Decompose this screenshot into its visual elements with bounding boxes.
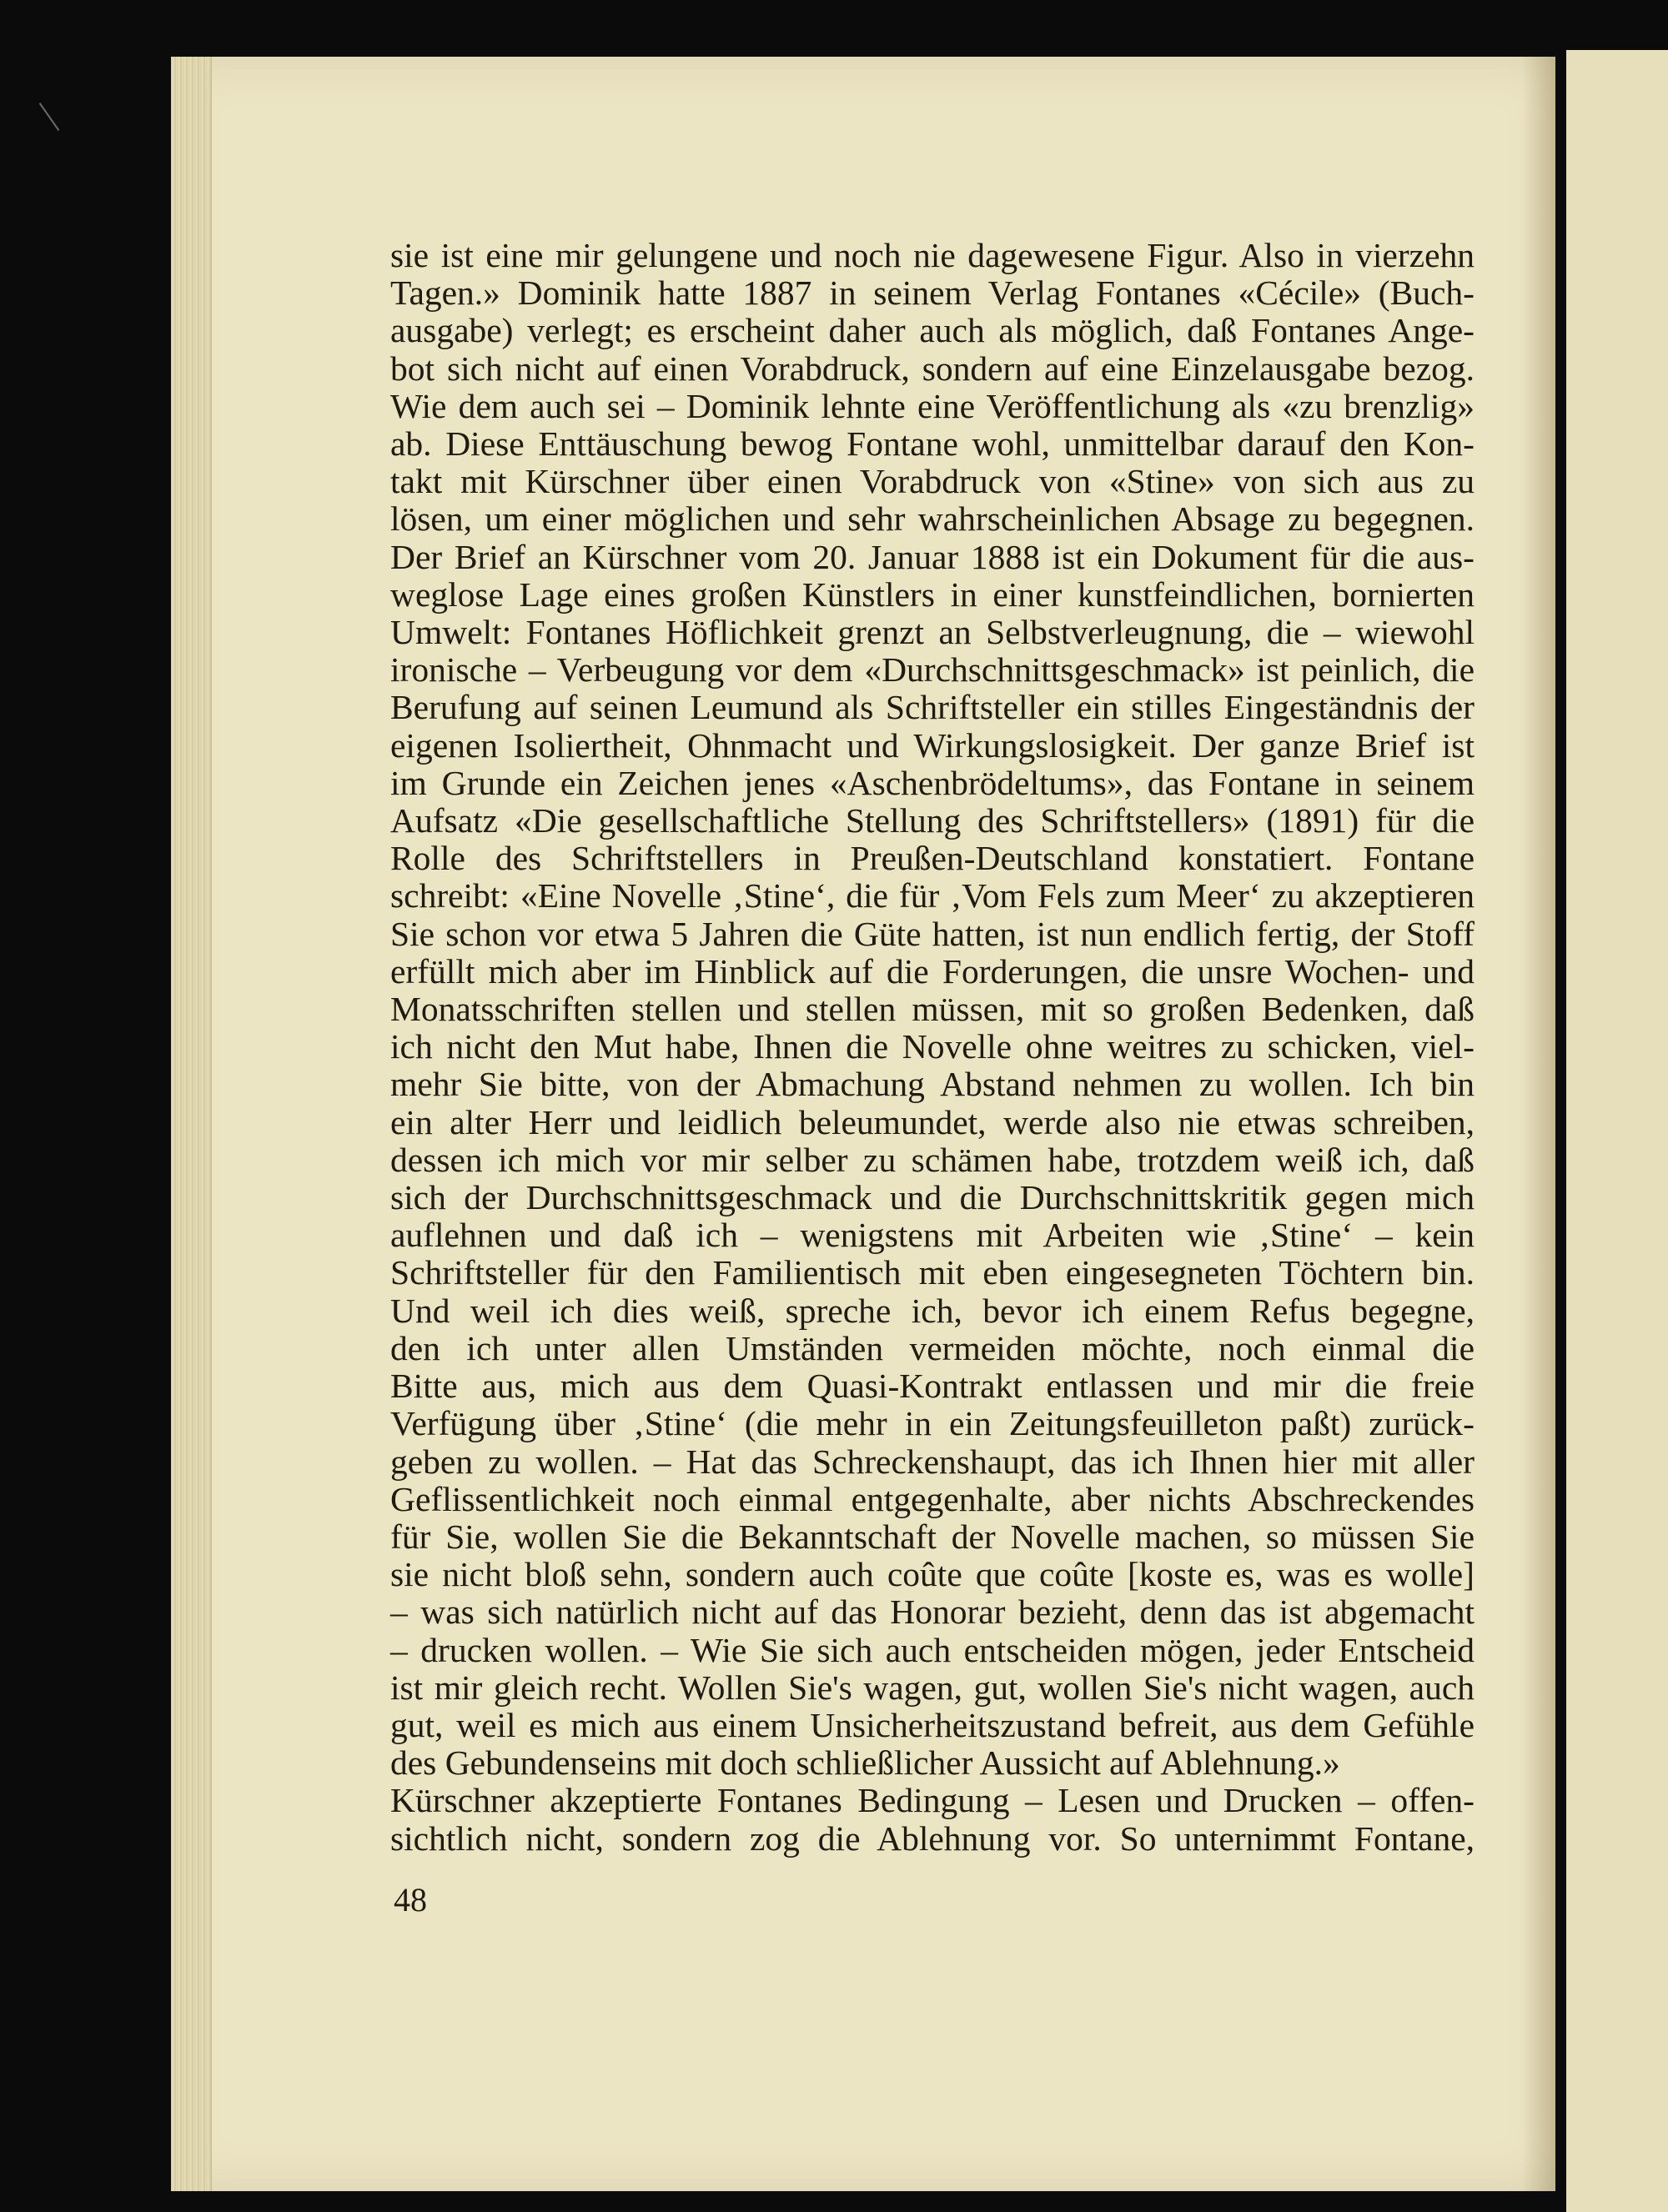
text-line: Berufung auf seinen Leumund als Schriftsteller ein stilles Eingeständnis der	[390, 688, 1475, 727]
text-line: schreibt: «Eine Novelle ‚Stine‘, die für ‚Vom Fels zum Meer‘ zu akzeptieren	[390, 876, 1475, 915]
text-line: ist mir gleich recht. Wollen Sie's wagen, gut, wollen Sie's nicht wagen, auch	[390, 1668, 1475, 1707]
body-text	[390, 237, 1475, 1858]
text-line: ausgabe) verlegt; es erscheint daher auch als möglich, daß Fontanes Ange-	[390, 311, 1475, 350]
text-line: den ich unter allen Umständen vermeiden möchte, noch einmal die	[390, 1328, 1475, 1367]
book-gutter	[1522, 57, 1555, 2191]
text-line: sichtlich nicht, sondern zog die Ablehnung vor. So unternimmt Fontane,	[390, 1818, 1475, 1858]
text-line: Der Brief an Kürschner vom 20. Januar 1888 ist ein Dokument für die aus-	[390, 537, 1475, 576]
text-line: Aufsatz «Die gesellschaftliche Stellung des Schriftstellers» (1891) für die	[390, 801, 1475, 840]
text-line: Monatsschriften stellen und stellen müssen, mit so großen Bedenken, daß	[390, 990, 1475, 1029]
text-line: Geflissentlichkeit noch einmal entgegenhalte, aber nichts Abschreckendes	[390, 1479, 1475, 1518]
text-line: bot sich nicht auf einen Vorabdruck, sondern auf eine Einzelausgabe bezog.	[390, 349, 1475, 388]
text-line: mehr Sie bitte, von der Abmachung Abstand nehmen zu wollen. Ich bin	[390, 1065, 1475, 1104]
text-line: sich der Durchschnittsgeschmack und die Durchschnittskritik gegen mich	[390, 1178, 1475, 1217]
text-line: geben zu wollen. – Hat das Schreckenshaupt, das ich Ihnen hier mit aller	[390, 1442, 1475, 1481]
text-line: Tagen.» Dominik hatte 1887 in seinem Verlag Fontanes «Cécile» (Buch-	[390, 273, 1475, 313]
text-line: für Sie, wollen Sie die Bekanntschaft der Novelle machen, so müssen Sie	[390, 1517, 1475, 1556]
background-scratch	[39, 103, 60, 131]
text-line: dessen ich mich vor mir selber zu schämen habe, trotzdem weiß ich, daß	[390, 1140, 1475, 1179]
text-line: Umwelt: Fontanes Höflichkeit grenzt an Selbstverleugnung, die – wiewohl	[390, 613, 1475, 652]
text-line: Kürschner akzeptierte Fontanes Bedingung – Lesen und Drucken – offen-	[390, 1781, 1475, 1820]
text-line: ich nicht den Mut habe, Ihnen die Novelle ohne weitres zu schicken, viel-	[390, 1027, 1475, 1066]
text-line: ab. Diese Enttäuschung bewog Fontane wohl, unmittelbar darauf den Kon-	[390, 424, 1475, 464]
text-line: des Gebundenseins mit doch schließlicher Aussicht auf Ablehnung.»	[390, 1743, 1340, 1783]
text-line: – was sich natürlich nicht auf das Honorar bezieht, denn das ist abgemacht	[390, 1593, 1475, 1632]
text-line: erfüllt mich aber im Hinblick auf die Forderungen, die unsre Wochen- und	[390, 951, 1475, 991]
text-line: Sie schon vor etwa 5 Jahren die Güte hatten, ist nun endlich fertig, der Stoff	[390, 914, 1475, 953]
page-edges	[171, 57, 212, 2191]
text-line: weglose Lage eines großen Künstlers in einer kunstfeindlichen, bornierten	[390, 574, 1475, 614]
text-line: Verfügung über ‚Stine‘ (die mehr in ein Zeitungsfeuilleton paßt) zurück-	[390, 1404, 1475, 1443]
text-line: sie ist eine mir gelungene und noch nie dagewesene Figur. Also in vierzehn	[390, 236, 1475, 274]
text-line: Und weil ich dies weiß, spreche ich, bevor ich einem Refus begegne,	[390, 1291, 1475, 1330]
page-number: 48	[394, 1881, 427, 1919]
text-line: Wie dem auch sei – Dominik lehnte eine Veröffentlichung als «zu brenzlig»	[390, 386, 1475, 425]
text-line: ein alter Herr und leidlich beleumundet, werde also nie etwas schreiben,	[390, 1102, 1475, 1141]
text-line: – drucken wollen. – Wie Sie sich auch entscheiden mögen, jeder Entscheid	[390, 1630, 1475, 1669]
text-line: Schriftsteller für den Familientisch mit eben eingesegneten Töchtern bin.	[390, 1253, 1475, 1292]
text-line: eigenen Isoliertheit, Ohnmacht und Wirkungslosigkeit. Der ganze Brief ist	[390, 725, 1475, 765]
text-line: ironische – Verbeugung vor dem «Durchschnittsgeschmack» ist peinlich, die	[390, 650, 1475, 690]
text-line: im Grunde ein Zeichen jenes «Aschenbrödeltums», das Fontane in seinem	[390, 763, 1475, 802]
text-line: Bitte aus, mich aus dem Quasi-Kontrakt entlassen und mir die freie	[390, 1367, 1475, 1406]
text-line: takt mit Kürschner über einen Vorabdruck von «Stine» von sich aus zu	[390, 462, 1475, 501]
text-line: auflehnen und daß ich – wenigstens mit Arbeiten wie ‚Stine‘ – kein	[390, 1216, 1475, 1255]
text-line: sie nicht bloß sehn, sondern auch coûte que coûte [koste es, was es wolle]	[390, 1555, 1475, 1594]
book-page-right-edge	[1566, 50, 1668, 2212]
text-line: gut, weil es mich aus einem Unsicherheitszustand befreit, aus dem Gefühle	[390, 1705, 1475, 1744]
text-line: Rolle des Schriftstellers in Preußen-Deutschland konstatiert. Fontane	[390, 839, 1475, 878]
text-line: lösen, um einer möglichen und sehr wahrscheinlichen Absage zu begegnen.	[390, 499, 1475, 539]
